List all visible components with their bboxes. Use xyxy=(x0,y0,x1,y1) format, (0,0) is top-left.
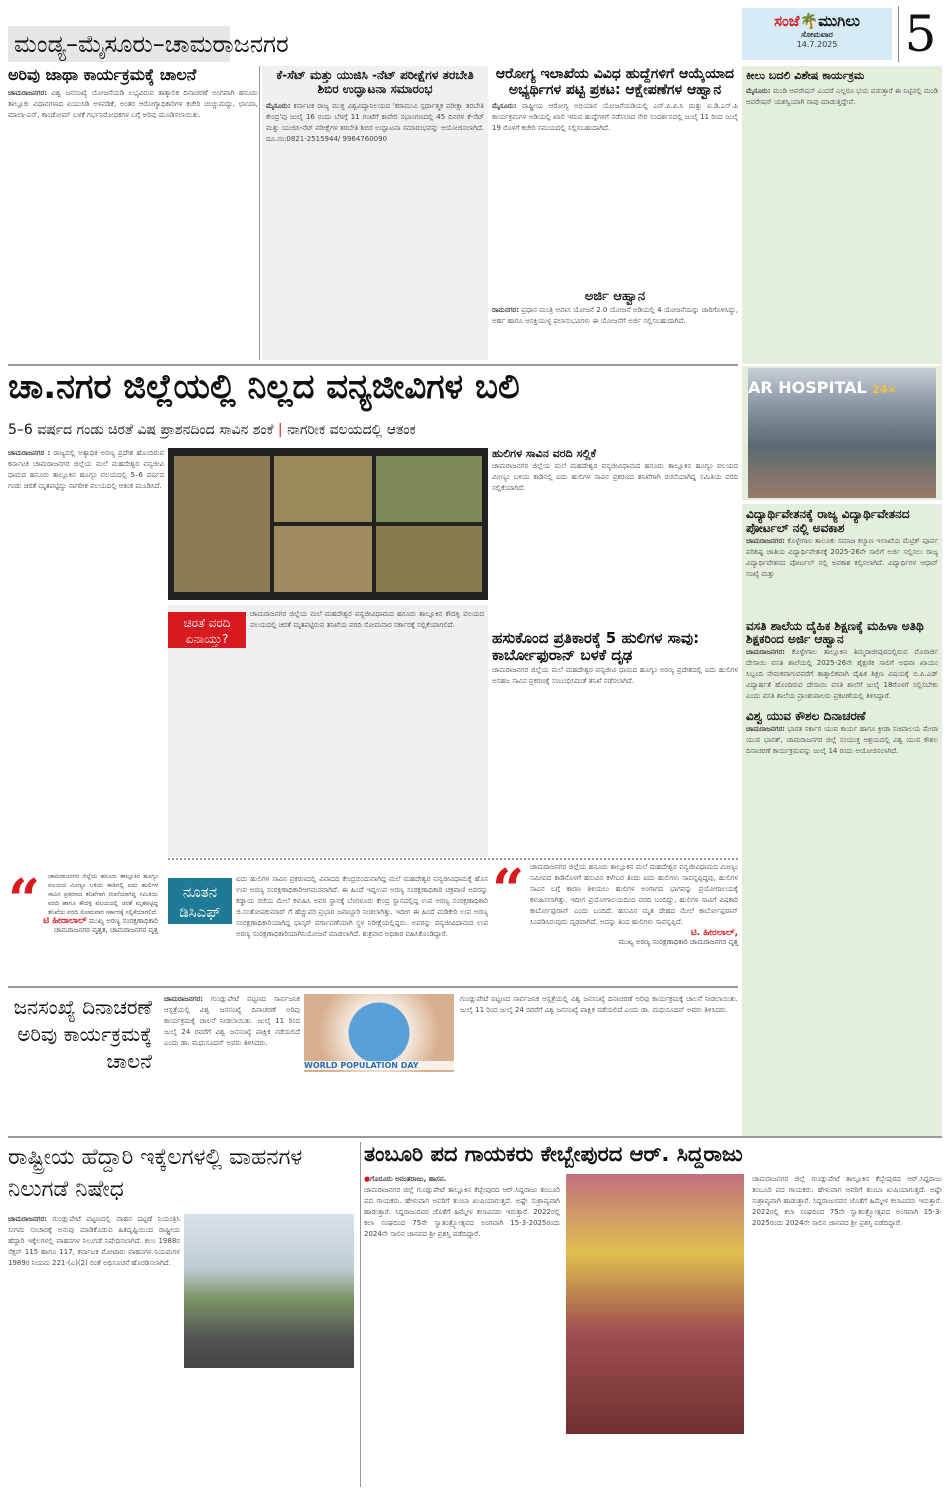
quote-author: ಟಿ ಹೀರಾಲಾಲ್ xyxy=(43,916,87,926)
tiger-photo xyxy=(274,526,372,592)
logo-part-red: ಸಂಜೆ xyxy=(774,12,800,30)
dateline: ಚಾಮರಾಜನಗರ: xyxy=(746,724,785,733)
body-text: ಚಾಮರಾಜನಗರ ಜಿಲ್ಲೆಯ ಮಲೆ ಮಹದೇಶ್ವರ ವನ್ಯಜೀವಿಧಾಮದ ಹನೂರು ತಾಲ್ಲೂಕಿನ ಕೌದಳ್ಳಿ ವಲಯದ ವಲಯದಲ್ಲಿ ಚಿರತೆ ಮೃತಪಟ್ಟಿರುವ ತನಿಖೆಯ ವರದಿ ಸೋಮವಾರ ಸರ್ಕಾರಕ್ಕೆ ಸಲ್ಲಿಕೆಯಾಗಲಿದೆ. xyxy=(250,610,484,629)
logo-part-black: ಮುಗಿಲು xyxy=(818,12,860,30)
body-text: ಮಂಡಿ ಆಪರೇಷನ್ ಎಂದರೆ ಎಲ್ಲರೂ ಭಯ ಪಡುತ್ತಾರೆ ಈ ನಿಟ್ಟಿನಲ್ಲಿ ಮಂಡಿ ಆಪರೇಷನ್ ಯಶಸ್ವಿಯಾಗಿ ನಾವು ಮಾಡುತ್ತಿದ್ದೇವೆ. xyxy=(746,86,938,106)
article-body-continued xyxy=(752,1174,942,1484)
article-kidney xyxy=(742,66,942,364)
masthead-date: 14.7.2025 xyxy=(796,40,838,49)
main-article-body xyxy=(8,448,164,868)
body-text: ಗುಂಡ್ಲುಪೇಟೆ ಪಟ್ಟಣದ ಸಾರ್ವಜನಿಕ ಆಸ್ಪತ್ರೆಯಲ್ಲಿ ವಿಶ್ವ ಜನಸಂಖ್ಯೆ ದಿನಾಚರಣೆ ಅರಿವು ಕಾರ್ಯಕ್ರಮಕ್ಕೆ ಚಾಲನೆ ನೀಡಲಾಯಿತು. ಜುಲೈ 11 ರಿಂದ ಜುಲೈ 24 ರವರೆಗೆ ವಿಶ್ವ ಜನಸಂಖ್ಯೆ ಪಾಕ್ಷಿಕ ನಡೆಯಲಿದೆ ಎಂದು ಡಾ. ಮಧುಸೂದನ್ ಅವರು ತಿಳಿಸಿದರು. xyxy=(164,995,300,1047)
body-text: ರಾಜ್ಯದಲ್ಲಿ ಅತ್ಯಾಧಿಕ ಅರಣ್ಯ ಪ್ರದೇಶ ಹೊಂದಿರುವ ಕರ್ನಾಟಕ ಚಾಮರಾಜನಗರ ಜಿಲ್ಲೆಯ ಮಲೆ ಮಹದೇಶ್ವರ ವನ್ಯಜೀವಿ ಧಾಮದ ಹನೂರು ತಾಲ್ಲೂಕಿನ ಹೂಗ್ಯಂ ವಲಯದಲ್ಲಿ 5–6 ವರ್ಷದ ಗಂಡು ಚಿರತೆ ಮೃತಪಟ್ಟಿದ್ದು ನಾಗರೀಕ ವಲಯದಲ್ಲಿ ಆತಂಕ ಮೂಡಿಸಿದೆ. xyxy=(8,449,165,490)
article-body xyxy=(266,101,484,145)
population-article xyxy=(164,994,738,1130)
tiger-photo xyxy=(376,456,482,522)
column-rule xyxy=(360,1142,361,1487)
masthead xyxy=(742,8,892,60)
quote-mark-icon: “ xyxy=(8,867,41,933)
headline: ರಾಷ್ಟ್ರೀಯ ಹೆದ್ದಾರಿ ಇಕ್ಕೆಲಗಳಲ್ಲಿ ವಾಹನಗಳ ನಿಲುಗಡೆ ನಿಷೇಧ xyxy=(8,1145,303,1202)
hospital-photo-panel xyxy=(742,366,942,500)
body-text: ಚಾಮರಾಜನಗರ ಜಿಲ್ಲೆಯ ಮಲೆ ಮಹದೇಶ್ವರ ವನ್ಯಜೀವಿಧಾಮದ ಹನೂರು ತಾಲ್ಲೂಕಿನ ಹೂಗ್ಯಂ ವಲಯದ ಮೀಣ್ಯಂ ಬಳಿಯ ಕಾಡಿನಲ್ಲಿ ಐದು ಹುಲಿಗಳ ಸಾವಿನ ಪ್ರಕರಣದ ತನಿಖೆಗಾಗಿ ರಚನೆಯಾಗಿದ್ದ ಸಮಿತಿಯ ವರದಿ ಸಲ್ಲಿಕೆಯಾಗಿದೆ. xyxy=(492,461,738,492)
subhead-part2: ನಾಗರೀಕ ವಲಯದಲ್ಲಿ ಆತಂಕ xyxy=(287,422,416,438)
population-day-image xyxy=(304,994,454,1072)
masthead-logo xyxy=(742,12,892,30)
quote-mark-icon: “ xyxy=(492,857,525,923)
subhead-part1: 5–6 ವರ್ಷದ ಗಂಡು ಚಿರತೆ ವಿಷ ಪ್ರಾಶನದಿಂದ ಸಾವಿನ ಶಂಕೆ xyxy=(8,422,274,438)
article-youth-skills xyxy=(746,710,938,757)
masthead-day: ಸೋಮವಾರ xyxy=(801,30,833,39)
article-body xyxy=(746,724,938,757)
subhead-separator: | xyxy=(277,422,283,438)
quote-box-1 xyxy=(8,867,158,982)
dotted-divider xyxy=(168,858,738,860)
dateline: ಚಾಮರಾಜನಗರ: xyxy=(746,648,785,657)
body-text: ಕೊಳ್ಳೇಗಾಲ ತಾಲೂಕು ಸಮಾಜ ಕಲ್ಯಾಣ ಇಲಾಖೆಯ ಮೆಟ್ರಿಕ್ ಪೂರ್ವ ಪರಿಶಿಷ್ಟ ಜಾತಿಯ ವಿದ್ಯಾರ್ಥಿವೇತನಕ್ಕೆ 2025-26ನೇ ಸಾಲಿಗೆ ಅರ್ಜಿ ಸಲ್ಲಿಸಲು ರಾಜ್ಯ ವಿದ್ಯಾರ್ಥಿವೇತನದ ಪೋರ್ಟಲ್ ನಲ್ಲಿ ಅವಕಾಶ ಕಲ್ಪಿಸಲಾಗಿದೆ. ವಿದ್ಯಾರ್ಥಿಗಳ ಆಧಾರ್ ಸಂಖ್ಯೆ ಮತ್ತು xyxy=(746,536,938,578)
headline: ಕೆ-ಸೆಟ್ ಮತ್ತು ಯುಜಿಸಿ -ನೆಟ್ ಪರೀಕ್ಷೆಗಳ ತರಬೇತಿ ಶಿಬಿರ ಉದ್ಘಾಟನಾ ಸಮಾರಂಭ xyxy=(276,68,474,96)
dateline: ಚಾಮರಾಜನಗರ : xyxy=(8,449,51,457)
body-text: ಕರ್ನಾಟಕ ರಾಜ್ಯ ಮುಕ್ತ ವಿಶ್ವವಿದ್ಯಾನಿಲಯದ 'ಕರಾಮುವಿ ಸ್ಪರ್ಧಾತ್ಮಕ ಪರೀಕ್ಷಾ ತರಬೇತಿ ಕೇಂದ್ರ'ವು ಜುಲೈ 16 ರಂದು ಬೆಳಗ್ಗೆ 11 ಗಂಟೆಗೆ ಕಾವೇರಿ ಸಭಾಂಗಣದಲ್ಲಿ 45 ದಿನಗಳ ಕೆ-ಸೆಟ್ ಮತ್ತು ಯುಜಿಸಿ-ನೆಟ್ ಪರೀಕ್ಷೆಗಳ ತರಬೇತಿ ಶಿಬಿರ ಉದ್ಘಾಟನಾ ಸಮಾರಂಭವನ್ನು ಆಯೋಜಿಸಲಾಗಿದೆ. xyxy=(266,101,484,132)
dateline: ಚಾಮರಾಜನಗರ: xyxy=(746,536,785,545)
phone-number: ದೂ.ಸಂ:0821-2515944/ 9964760090 xyxy=(266,134,388,143)
article-body xyxy=(164,994,300,1130)
dateline: ಚಾಮರಾಜನಗರ: xyxy=(8,89,47,98)
article-body xyxy=(364,1174,560,1484)
new-dcf-label: ನೂತನ ಡಿಸಿಎಫ್ xyxy=(168,878,232,924)
image-caption-day: POPULATION DAY xyxy=(340,1061,419,1070)
headline: ಆರೋಗ್ಯ ಇಲಾಖೆಯ ವಿವಿಧ ಹುದ್ದೆಗಳಿಗೆ ಆಯ್ಕೆಯಾದ ಅಭ್ಯರ್ಥಿಗಳ ಪಟ್ಟಿ ಪ್ರಕಟ: ಆಕ್ಷೇಪಣೆಗಳ ಆಹ್ವಾನ xyxy=(495,66,735,99)
quote-text: ಚಾಮರಾಜನಗರ ಜಿಲ್ಲೆಯ ಹನೂರು ತಾಲ್ಲೂಕಿನ ಹೂಗ್ಯಂ ವಲಯದ ಮೀಣ್ಯಂ ಬಳಿಯ ಕಾಡಿನಲ್ಲಿ ಐದು ಹುಲಿಗಳ ಸಾವಿನ ಪ್ರಕರಣದ ತನಿಖೆಗಾಗಿ ರಚನೆಯಾಗಿದ್ದ ಸಮಿತಿಯ ವರದಿ ಹಾಗೂ ಕೌದಳ್ಳಿ ವಲಯದಲ್ಲಿ ಚಿರತೆ ಮೃತಪಟ್ಟಿದ್ದ ತನಿಖೆಯ ವರದಿ ಸೋಮವಾರ ಸರ್ಕಾರಕ್ಕೆ ಸಲ್ಲಿಕೆಯಾಗಲಿದೆ. xyxy=(48,873,158,916)
page-number: 5 xyxy=(898,6,942,62)
article-body xyxy=(8,448,164,492)
article-application xyxy=(492,290,738,360)
hospital-photo xyxy=(748,368,936,498)
article-health xyxy=(492,66,738,286)
body-text: ಚಾಮರಾಜನಗರ ಜಿಲ್ಲೆ ಗುಂಡ್ಲುಪೇಟೆ ತಾಲ್ಲೂಕಿನ ಕೆಬ್ಬೇಪುರದ ಆರ್.ಸಿದ್ದರಾಜು ತಂಬೂರಿ ಪದ ಗಾಯಕರು. ಹೇಳುವಾಗ ಅವರಿಗೆ ತುಂಬಾ ಖುಷಿಯಾಗುತ್ತದೆ. ಅಷ್ಟೇ ಸುಶ್ರಾವ್ಯವಾಗಿ ಹಾಡುತ್ತಾರೆ. ಸಿದ್ದರಾಜುರವರ ಜೊತೆಗೆ ಹಿಮ್ಮೇಳ ಕಲಾವಿದರು ಇರುತ್ತಾರೆ. 2022ರಲ್ಲಿ ಕಲಾ ಸಂಘದಿಂದ 75ನೇ ಸ್ವಾತಂತ್ರ್ಯೋತ್ಸವದ ಅಂಗವಾಗಿ 15-3-2025ರಂದು 2024ನೇ ಸಾಲಿನ ಜಾನಪದ ಶ್ರೀ ಪ್ರಶಸ್ತಿ ಪಡೆದಿದ್ದಾರೆ. xyxy=(752,1175,942,1227)
tiger-photo xyxy=(274,456,372,522)
headline: ಅರಿವು ಜಾಥಾ ಕಾರ್ಯಕ್ರಮಕ್ಕೆ ಚಾಲನೆ xyxy=(8,65,197,84)
body-text: ಚಾಮರಾಜನಗರ ಜಿಲ್ಲೆ ಗುಂಡ್ಲುಪೇಟೆ ತಾಲ್ಲೂಕಿನ ಕೆಬ್ಬೇಪುರದ ಆರ್.ಸಿದ್ದರಾಜು ತಂಬೂರಿ ಪದ ಗಾಯಕರು. ಹೇಳುವಾಗ ಅವರಿಗೆ ತುಂಬಾ ಖುಷಿಯಾಗುತ್ತದೆ. ಅಷ್ಟೇ ಸುಶ್ರಾವ್ಯವಾಗಿ ಹಾಡುತ್ತಾರೆ. ಸಿದ್ದರಾಜುರವರ ಜೊತೆಗೆ ಹಿಮ್ಮೇಳ ಕಲಾವಿದರು ಇರುತ್ತಾರೆ. 2022ರಲ್ಲಿ ಕಲಾ ಸಂಘದಿಂದ 75ನೇ ಸ್ವಾತಂತ್ರ್ಯೋತ್ಸವದ ಅಂಗವಾಗಿ 15-3-2025ರಂದು 2024ನೇ ಸಾಲಿನ ಜಾನಪದ ಶ್ರೀ ಪ್ರಶಸ್ತಿ ಪಡೆದಿದ್ದಾರೆ. xyxy=(364,1186,560,1238)
new-dcf-article xyxy=(236,874,488,982)
tiger-photo xyxy=(376,526,482,592)
byline: ಗೊರೂರು ಅನಂತರಾಜು, ಹಾಸನ. xyxy=(370,1175,447,1183)
singer-photo xyxy=(566,1174,744,1434)
section-title: ಮಂಡ್ಯ–ಮೈಸೂರು–ಚಾಮರಾಜನಗರ xyxy=(8,26,230,62)
bullet-icon: ● xyxy=(364,1175,371,1183)
headline: ತಂಬೂರಿ ಪದ ಗಾಯಕರು ಕೇಬ್ಬೇಪುರದ ಆರ್. ಸಿದ್ದರಾಜು xyxy=(364,1142,743,1166)
divider xyxy=(8,986,738,988)
right-column-lower xyxy=(742,504,942,1136)
dateline: ಚಾಮರಾಜನಗರ: xyxy=(164,995,203,1003)
population-headline: ಜನಸಂಖ್ಯೆ ದಿನಾಚರಣೆ ಅರಿವು ಕಾರ್ಯಕ್ರಮಕ್ಕೆ ಚಾಲನೆ xyxy=(13,995,152,1073)
dateline: ಮೈಸೂರು: xyxy=(492,102,517,111)
article-carbofuran xyxy=(492,630,738,852)
article-highway xyxy=(8,1142,358,1487)
main-headline: ಚಾ.ನಗರ ಜಿಲ್ಲೆಯಲ್ಲಿ ನಿಲ್ಲದ ವನ್ಯಜೀವಿಗಳ ಬಲಿ xyxy=(8,367,520,407)
headline: ಹಸುಕೊಂದ ಪ್ರತಿಕಾರಕ್ಕೆ 5 ಹುಲಿಗಳ ಸಾವು: ಕಾರ್ಬೋಫುರಾನ್ ಬಳಕೆ ದೃಢ xyxy=(492,629,700,665)
body-text: ಕೊಳ್ಳೇಗಾಲ ತಾಲ್ಲೂಕಿನ ತಿಮ್ಮರಾಜೀಪುರದಲ್ಲಿರುವ ಮೊರಾರ್ಜಿ ದೇಸಾಯಿ ವಸತಿ ಶಾಲೆಯಲ್ಲಿ 2025-26ನೇ ಶೈಕ್ಷಣಿಕ ಸಾಲಿಗೆ ಅಥವಾ ಖಾಯಂ ಸಿಬ್ಬಂದಿ ನೇಮಕವಾಗುವವರೆಗೆ ತಾತ್ಕಾಲಿಕವಾಗಿ ದೈಹಿಕ ಶಿಕ್ಷಣ ವಿಷಯಕ್ಕೆ ಬಿ.ಪಿ.ಎಡ್ ವಿದ್ಯಾರ್ಹತೆ ಹೊಂದಿರುವ ದೇಸಾಯಿ ವಸತಿ ಶಾಲೆಗೆ ಜುಲೈ 18ರೊಳಗೆ ಸಲ್ಲಿಸಬೇಕು ಎಂದು ವಸತಿ ಶಾಲೆಯ ಪ್ರಾಂಶುಪಾಲರು ಪ್ರಕಟಣೆಯಲ್ಲಿ ತಿಳಿಸಿದ್ದಾರೆ. xyxy=(746,648,938,701)
dateline: ಮೈಸೂರು: xyxy=(746,86,771,95)
divider xyxy=(8,364,738,366)
article-body xyxy=(492,305,738,327)
headline: ವಿಶ್ವ ಯುವ ಕೌಶಲ ದಿನಾಚರಣೆ xyxy=(746,709,866,724)
hospital-sign: AR HOSPITAL xyxy=(748,378,867,397)
article-awareness xyxy=(8,66,258,360)
headline: ಅರ್ಜಿ ಆಹ್ವಾನ xyxy=(584,289,646,304)
population-text-columns xyxy=(460,994,738,1130)
quote-designation: ಮುಖ್ಯ ಅರಣ್ಯ ಸಂರಕ್ಷಣಾಧಿಕಾರಿ ಚಾಮರಾಜನಗರ ವೃತ್ತ xyxy=(618,938,738,946)
dateline: ರಾಮನಗರ: xyxy=(492,305,520,314)
quote-author: ಟಿ. ಹೀರಲಾಲ್, xyxy=(690,928,738,938)
hospital-sign-suffix: 24× xyxy=(872,383,897,396)
body-text: ರಾಷ್ಟ್ರೀಯ ಆರೋಗ್ಯ ಅಭಿಯಾನ ಯೋಜನೆಯಡಿಯಲ್ಲಿ ಎನ್.ಪಿ.ಪಿ.ಸಿ ಮತ್ತು ಐ.ಡಿ.ಎಸ್.ಪಿ ಕಾರ್ಯಕ್ರಮಗಳ ಅಡಿಯಲ್ಲಿ ಖಾಲಿ ಇರುವ ಹುದ್ದೆಗಳಿಗೆ ನಡೆಸಲಾದ ನೇರ ಸಂದರ್ಶನದಲ್ಲಿ ಜುಲೈ 11 ರಿಂದ ಜುಲೈ 19 ರೊಳಗೆ ಕಚೇರಿ ಸಮಯದಲ್ಲಿ ಸಲ್ಲಿಸಬಹುದಾಗಿದೆ. xyxy=(492,102,738,133)
headline: ವಸತಿ ಶಾಲೆಯ ದೈಹಿಕ ಶಿಕ್ಷಣಕ್ಕೆ ಮಹಿಳಾ ಅತಿಥಿ ಶಿಕ್ಷಕರಿಂದ ಅರ್ಜಿ ಆಹ್ವಾನ xyxy=(746,618,924,647)
article-scholarship xyxy=(746,508,938,580)
article-body xyxy=(746,536,938,580)
column-rule xyxy=(259,66,260,360)
dateline: ಮೈಸೂರು: xyxy=(266,101,291,110)
headline: ವಿದ್ಯಾರ್ಥಿವೇತನಕ್ಕೆ ರಾಜ್ಯ ವಿದ್ಯಾರ್ಥಿವೇತನದ ಪೋರ್ಟಲ್ ನಲ್ಲಿ ಅವಕಾಶ xyxy=(746,507,910,535)
article-body xyxy=(8,1214,180,1484)
body-text: ಐದು ಹುಲಿಗಳ ಸಾವಿನ ಪ್ರಕರಣದಲ್ಲಿ ವಿವಾದದ ಕೇಂದ್ರಬಿಂದುವಾಗಿದ್ದ ಮಲೆ ಮಹದೇಶ್ವರ ವನ್ಯಜೀವಿಧಾಮಕ್ಕೆ ಹೊಸ ಉಪ ಅರಣ್ಯ ಸಂರಕ್ಷಣಾಧಿಕಾರಿಆಗಮನವಾಗಿದೆ. ಈ ಹಿಂದೆ ಇದ್ದಉಪ ಅರಣ್ಯ ಸಂರಕ್ಷಣಾಧಿಕಾರಿ ಚಕ್ರಪಾಣಿ ಅವರನ್ನು ಕಡ್ಡಾಯ ರಜೆಯ ಮೇಲೆ ಕಳುಹಿಸಿ ಅವರ ಸ್ಥಾನಕ್ಕೆ ಬೆಂಗಳೂರು ಕೇಂದ್ರ ಸ್ಥಾನದಲ್ಲಿದ್ದ ಉಪ ಅರಣ್ಯ ಸಂರಕ್ಷಣಾಧಿಕಾರಿ ಜಿ.ಸಂತೋಷಕುಮಾರ್ ಗೆ ಹೆಚ್ಚುವರಿ ಪ್ರಭಾರ ಜವಾಬ್ದಾರಿ ನೀಡಲಾಗಿತ್ತು. ಇದೀಗ ಈ ಹಿಂದೆ ಮಡಿಕೇರಿ ಉಪ ಅರಣ್ಯ ಸಂರಕ್ಷಣಾಧಿಕಾರಿಯಾಗಿದ್ದ ಭಾಸ್ಕರ್ ವರ್ಗಾವಣೆಯಾಗಿ ಸ್ಥಳ ನಿರೀಕ್ಷೆಯಲ್ಲಿದ್ದರು. ಅವರನ್ನು ವನ್ಯಜೀವಿಧಾಮದ ಉಪ ಅರಣ್ಯ ಸಂರಕ್ಷಣಾಧಿಕಾರಿಯಾಗಿನಿಯೋಜನೆ ಮಾಡಲಾಗಿದೆ. ಶುಕ್ರವಾರ ಅಧಿಕಾರ ವಹಿಸಿಕೊಂಡಿದ್ದಾರೆ. xyxy=(236,875,488,938)
body-text: ಭಾರತ ಸರ್ಕಾರ ಯುವ ಕಾರ್ಯ ಹಾಗೂ ಕ್ರೀಡಾ ಸಚಿವಾಲಯ ಮೇರಾ ಯುವ ಭಾರತ್, ಚಾಮರಾಜನಗರ ಜಿಲ್ಲೆ ಸಂಯುಕ್ತ ಆಶ್ರಯದಲ್ಲಿ ವಿಶ್ವ ಯುವ ಕೌಶಲ ದಿನಾಚರಣೆ ಕಾರ್ಯಕ್ರಮವನ್ನು ಜುಲೈ 14 ರಂದು ಆಯೋಜಿಸಲಾಗಿದೆ. xyxy=(746,724,938,755)
quote-text: ಚಾಮರಾಜನಗರ ಜಿಲ್ಲೆಯ ಹನೂರು ತಾಲ್ಲೂಕಿನ ಮಲೆ ಮಹದೇಶ್ವರ ವನ್ಯಜೀವಿಧಾಮದ ಮೀಣ್ಯಂ ಸಮೀಪದ ಕಾಡಿನೊಳಗೆ ಹಸುವಿನ ಕಳೇಬರ ತಿಂದು ಐದು ಹುಲಿಗಳು ಸಾವನ್ನಪ್ಪಿದ್ದವು, ಹುಲಿಗಳ ಸಾವಿನ ಬಗ್ಗೆ ಕಾರಣ ತಿಳಿಯಲು ಹುಲಿಗಳ ಅಂಗಾಗದ ಭಾಗವನ್ನು ಪ್ರಯೋಗಾಲಯಕ್ಕೆ ಕಳುಹಿಸಲಾಗಿತ್ತು. ಇದೀಗ ಪ್ರಯೋಗಾಲಯದಿಂದ ವರದಿ ಬಂದಿದ್ದು, ಹುಲಿಗಳ ಸಾವಿಗೆ ವಿಷಕಾರಿ ಕಾರ್ಬೋಫುರಾನ್ ಎಂದು ಬಂದಿದೆ. ಹಸುವಿನ ಮೃತ ದೇಹದ ಮೇಲೆ ಕಾರ್ಬೋಫುರಾನ್ ಸಿಂಪಡಿಸಿರುವುದು ದೃಢವಾಗಿದೆ. ಅದನ್ನು ತಿಂದ ಹುಲಿಗಳು ಸಾವನ್ನಪ್ಪಿದೆ. xyxy=(530,863,738,926)
leopard-report-label: ಚಿರತೆ ವರದಿ ಏನಾಯ್ತು? xyxy=(168,612,246,648)
headline: ಕೀಲು ಬದಲಿ ವಿಶೇಷ ಕಾರ್ಯಕ್ರಮ xyxy=(746,69,865,82)
article-tiger-report xyxy=(492,448,738,628)
article-body xyxy=(746,86,938,108)
main-subhead xyxy=(8,422,738,444)
dateline: ಚಾಮರಾಜನಗರ: xyxy=(8,1215,47,1223)
quote-designation: ಮುಖ್ಯ ಅರಣ್ಯ ಸಂರಕ್ಷಣಾಧಿಕಾರಿ ಚಾಮರಾಜನಗರ ವೃತ್ತತ, ಚಾಮರಾಜನಗರ ವೃತ್ತ xyxy=(53,917,158,934)
body-text: ಚಾಮರಾಜನಗರ ಜಿಲ್ಲೆಯ ಮಲೆ ಮಹದೇಶ್ವರ ವನ್ಯಜೀವಿ ಧಾಮದ ಹೂಗ್ಯಂ ಅರಣ್ಯ ಪ್ರದೇಶದಲ್ಲಿ ಐದು ಹುಲಿಗಳ ಅಸಹಜ ಸಾವಿನ ಪ್ರಕರಣಕ್ಕೆ ಸಂಬಂಧಿಸಿದಂತೆ ತನಿಖೆ ನಡೆಸಲಾಗಿದೆ. xyxy=(492,665,738,685)
image-caption-world: WORLD xyxy=(304,1061,338,1070)
article-body xyxy=(746,647,938,702)
tiger-photo xyxy=(174,456,270,592)
article-body xyxy=(492,101,738,134)
article-kset xyxy=(262,66,488,360)
tiger-photo-collage xyxy=(168,448,488,600)
palm-tree-icon: 🌴 xyxy=(799,12,819,30)
body-text-continued: ಗುಂಡ್ಲುಪೇಟೆ ಪಟ್ಟಣದ ಸಾರ್ವಜನಿಕ ಆಸ್ಪತ್ರೆಯಲ್ಲಿ ವಿಶ್ವ ಜನಸಂಖ್ಯೆ ದಿನಾಚರಣೆ ಅರಿವು ಕಾರ್ಯಕ್ರಮಕ್ಕೆ ಚಾಲನೆ ನೀಡಲಾಯಿತು. ಜುಲೈ 11 ರಿಂದ ಜುಲೈ 24 ರವರೆಗೆ ವಿಶ್ವ ಜನಸಂಖ್ಯೆ ಪಾಕ್ಷಿಕ ನಡೆಯಲಿದೆ ಎಂದು ಡಾ. ಮಧುಸೂದನ್ ಅವರು ತಿಳಿಸಿದರು. xyxy=(460,995,738,1014)
highway-photo xyxy=(184,1214,354,1368)
quote-box-2 xyxy=(492,857,738,982)
body-text: ಪ್ರಧಾನ ಮಂತ್ರಿ ಆವಾಸ ಯೋಜನೆ 2.0 ಯೋಜನೆ ಅಡಿಯಲ್ಲಿ 4 ಯೋಜನೆಯನ್ನು ಜಾರಿಗೊಳಿಸಿದ್ದು, ಅರ್ಹ ಹಾಗೂ ಆಸಕ್ತಿಯುಳ್ಳ ಫಲಾನುಭವಿಗಳು ಈ ಯೋಜನೆಗೆ ಅರ್ಜಿ ಸಲ್ಲಿಸಬಹುದಾಗಿದೆ. xyxy=(492,305,738,325)
article-body xyxy=(8,88,258,121)
headline: ಹುಲಿಗಳ ಸಾವಿನ ವರದಿ ಸಲ್ಲಿಕೆ xyxy=(492,447,597,460)
divider xyxy=(8,1136,942,1138)
article-hostel xyxy=(746,620,938,703)
body-text: ಗುಂಡ್ಲುಪೇಟೆ ಪಟ್ಟಣದಲ್ಲಿ ವಾಹನ ದಟ್ಟಣೆ ನಿಯಂತ್ರಿಸಿ ಸುಗಮ ಸಂಚಾರಕ್ಕೆ ಅನುವು ಮಾಡಿಕೊಡುವ ಹಿತದೃಷ್ಟಿಯಿಂದ ರಾಷ್ಟ್ರೀಯ ಹೆದ್ದಾರಿ ಇಕ್ಕೆಲಗಳಲ್ಲಿ ವಾಹನಗಳ ನಿಲುಗಡೆ ನಿಷೇಧಿಸಲಾಗಿದೆ. ಕಲಂ 1988ರ ಸೆಕ್ಷನ್ 115 ಹಾಗೂ 117, ಕರ್ನಾಟಕ ಮೋಟಾರು ವಾಹನಗಳ ನಿಯಮಗಳ 1989ರ ನಿಯಮ 221-(ಎ)(2) ರಂತೆ ಅಧಿಸೂಚನೆ ಹೊರಡಿಸಲಾಗಿದೆ. xyxy=(8,1215,180,1267)
body-text: ವಿಶ್ವ ಜನಸಂಖ್ಯೆ ಯೋಜನೆಯಡಿ ಲಭ್ಯವಿರುವ ತಾತ್ಕಾಲಿಕ ದಿನಾಚರಣೆ ಅಂಗವಾಗಿ ಹನೂರು ತಾಲ್ಲೂಕು ವಿಧಾನಗಳಾದ ಐಯುಸಿಡಿ ಅಳವಡಿಕೆ, ಅಂತರ ಆರೋಗ್ಯಾಧಿಕಾರಿಗಳ ಕಚೇರಿ ಚುಚ್ಚುಮದ್ದು, ಛಾಯಾ, ಮಾಲಾ-ಎನ್, ಕಾಂಡೋಮ್ ಬಳಕೆ ಗರ್ಭನಿರೋಧಕಗಳ ಬಗ್ಗೆ ಅರಿವು ಮೂಡಿಸಲಾಯಿತು. xyxy=(8,89,258,120)
article-tamburi xyxy=(364,1142,942,1487)
